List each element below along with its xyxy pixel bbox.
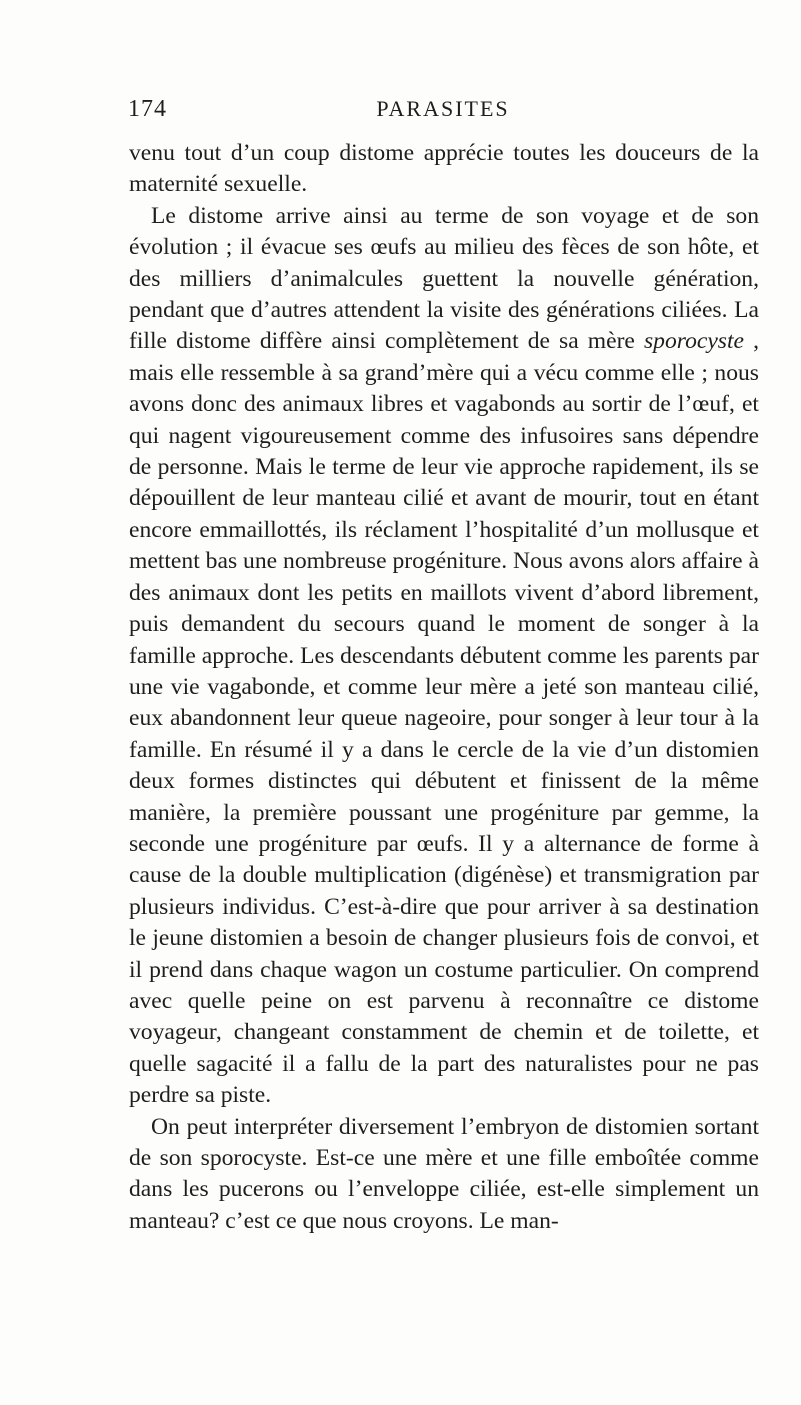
page-number: 174 — [128, 96, 167, 122]
page-header — [128, 96, 758, 136]
paragraph-embryon: On peut interpréter diversement l’embryon de distomien sortant de son sporocyste. Est-ce une mère et une fille emboîtée comme dans les pucerons ou l’enveloppe ciliée, est-elle simplement un manteau? c’est ce que nous croyons. Le man- — [129, 1113, 759, 1234]
paragraph-distome-evolution — [129, 201, 759, 1112]
running-title: PARASITES — [376, 96, 510, 121]
paragraph-text: Le distome arrive ainsi au terme de son voyage et de son évolution ; il évacue ses œufs au milieu des fèces de son hôte, et des milliers d’animalcules guettent la nouvelle génération, pendant que d’autres attendent la visite des générations ciliées. La fille distome diffère ainsi complètement de sa mère — [129, 202, 759, 355]
italic-term-sporocyste: sporocyste — [643, 328, 745, 355]
paragraph-continuation: venu tout d’un coup distome apprécie toutes les douceurs de la maternité sexuelle. — [129, 140, 759, 198]
body-text — [129, 138, 759, 1237]
paragraph-text: , mais elle ressemble à sa grand’mère qui a vécu comme elle ; nous avons donc des animaux libres et vagabonds au sortir de l’œuf, et qui nagent vigoureusement comme des infusoires sans dépendre de personne. Mais le terme de leur vie approche rapidement, ils se dépouillent de leur manteau cilié et avant de mourir, tout en étant encore emmaillottés, ils réclament l’hospitalité d’un mollusque et mettent bas une nombreuse progéniture. Nous avons alors affaire à des animaux dont les petits en maillots vivent d’abord librement, puis demandent du secours quand le moment de songer à la famille approche. Les descendants débutent comme les parents par une vie vagabonde, et comme leur mère a jeté son manteau cilié, eux abandonnent leur queue nageoire, pour songer à leur tour à la famille. En résumé il y a dans le cercle de la vie d’un distomien deux formes distinctes qui débutent et finissent de la même manière, la première poussant une progéniture par gemme, la seconde une progéniture par œufs. Il y a alternance de forme à cause de la double multiplication (digénèse) et transmigration par plusieurs individus. C’est-à-dire que pour arriver à sa destination le jeune distomien a besoin de changer plusieurs fois de convoi, et il prend dans chaque wagon un costume particulier. On comprend avec quelle peine on est parvenu à reconnaître ce distome voyageur, changeant constamment de chemin et de toilette, et quelle sagacité il a fallu de la part des naturalistes pour ne pas perdre sa piste. — [129, 328, 759, 1109]
